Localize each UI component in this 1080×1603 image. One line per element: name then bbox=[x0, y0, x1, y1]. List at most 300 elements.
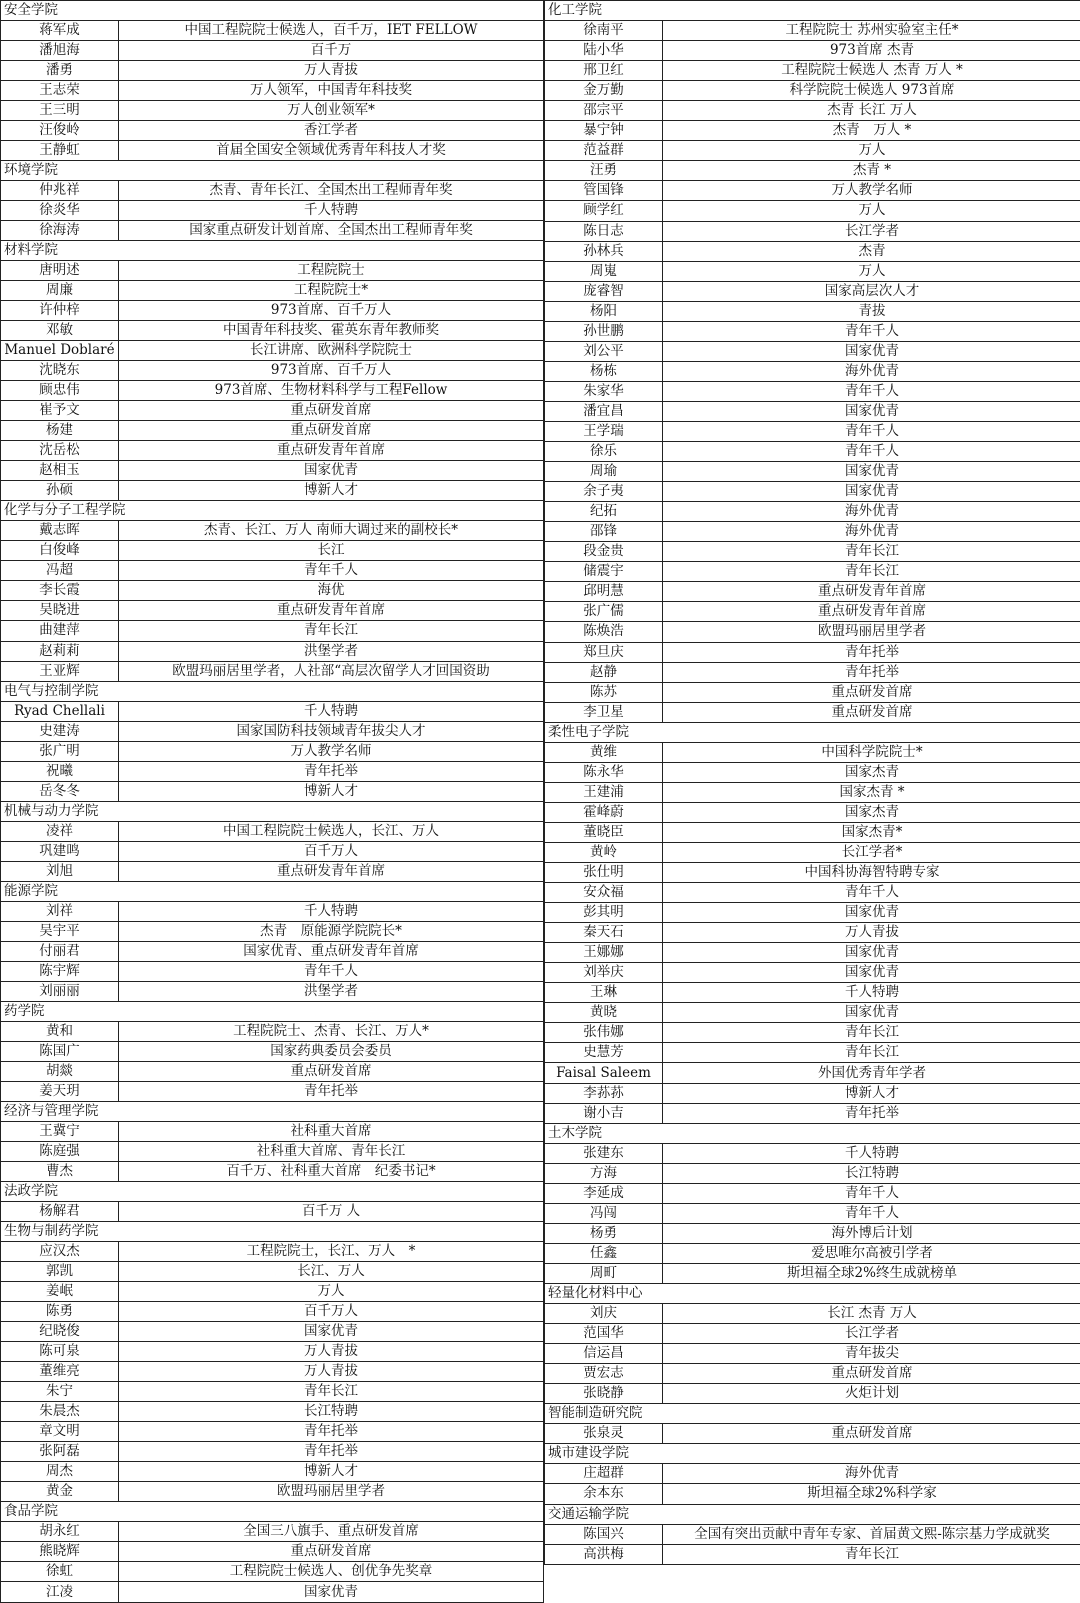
empty-row bbox=[545, 1584, 1080, 1603]
faculty-title: 千人特聘 bbox=[119, 201, 544, 221]
faculty-title: 青年长江 bbox=[119, 1382, 544, 1402]
faculty-title: 国家优青 bbox=[119, 1322, 544, 1342]
faculty-row bbox=[545, 1043, 1080, 1063]
college-name: 城市建设学院 bbox=[545, 1444, 1080, 1464]
faculty-row bbox=[1, 1021, 544, 1041]
faculty-row bbox=[1, 361, 544, 381]
faculty-name: 戴志晖 bbox=[1, 521, 119, 541]
faculty-row bbox=[1, 1241, 544, 1261]
faculty-row bbox=[545, 1344, 1080, 1364]
faculty-name: 杨阳 bbox=[545, 301, 663, 321]
faculty-name: 付丽君 bbox=[1, 941, 119, 961]
faculty-name: 李延成 bbox=[545, 1183, 663, 1203]
faculty-name: 陈勇 bbox=[1, 1302, 119, 1322]
college-name: 经济与管理学院 bbox=[1, 1101, 544, 1121]
faculty-row bbox=[545, 863, 1080, 883]
faculty-title: 杰青 * bbox=[663, 161, 1080, 181]
faculty-title: 青年长江 bbox=[663, 1023, 1080, 1043]
faculty-name: 徐海涛 bbox=[1, 221, 119, 241]
faculty-row bbox=[1, 321, 544, 341]
faculty-row bbox=[545, 522, 1080, 542]
faculty-row bbox=[1, 1342, 544, 1362]
faculty-name: 刘祥 bbox=[1, 901, 119, 921]
faculty-row bbox=[545, 1484, 1080, 1504]
college-name: 生物与制药学院 bbox=[1, 1221, 544, 1241]
faculty-row bbox=[1, 1161, 544, 1181]
faculty-name: 黄晓 bbox=[545, 1003, 663, 1023]
faculty-row bbox=[545, 842, 1080, 862]
college-name: 电气与控制学院 bbox=[1, 681, 544, 701]
college-header-row bbox=[1, 881, 544, 901]
faculty-name: 凌祥 bbox=[1, 821, 119, 841]
faculty-name: 王琳 bbox=[545, 983, 663, 1003]
faculty-name: Ryad Chellali bbox=[1, 701, 119, 721]
faculty-row bbox=[1, 1141, 544, 1161]
faculty-name: 刘公平 bbox=[545, 341, 663, 361]
college-header-row bbox=[1, 1181, 544, 1201]
faculty-row bbox=[545, 161, 1080, 181]
faculty-title: 杰青 原能源学院院长* bbox=[119, 921, 544, 941]
faculty-title: 斯坦福全球2%终生成就榜单 bbox=[663, 1263, 1080, 1283]
faculty-title: 国家优青 bbox=[663, 963, 1080, 983]
faculty-name: 顾学红 bbox=[545, 201, 663, 221]
faculty-row bbox=[1, 941, 544, 961]
college-name: 土木学院 bbox=[545, 1123, 1080, 1143]
faculty-name: 邵宗平 bbox=[545, 101, 663, 121]
faculty-title: 万人青拔 bbox=[119, 61, 544, 81]
faculty-name: Faisal Saleem bbox=[545, 1063, 663, 1083]
faculty-name: 姜天玥 bbox=[1, 1081, 119, 1101]
faculty-name: 巩建鸣 bbox=[1, 841, 119, 861]
faculty-title: 青年千人 bbox=[119, 961, 544, 981]
faculty-title: 海外优青 bbox=[663, 502, 1080, 522]
faculty-title: 万人青拔 bbox=[663, 923, 1080, 943]
faculty-title: 青年千人 bbox=[663, 442, 1080, 462]
faculty-name: 邵锋 bbox=[545, 522, 663, 542]
faculty-name: 张晓静 bbox=[545, 1384, 663, 1404]
right-column-table bbox=[544, 0, 1080, 1603]
faculty-row bbox=[1, 1482, 544, 1502]
faculty-row bbox=[1, 621, 544, 641]
faculty-title: 青年长江 bbox=[119, 621, 544, 641]
faculty-title: 百千万 bbox=[119, 41, 544, 61]
faculty-name: 白俊峰 bbox=[1, 541, 119, 561]
faculty-row bbox=[545, 642, 1080, 662]
faculty-row bbox=[545, 1364, 1080, 1384]
faculty-title: 万人 bbox=[119, 1282, 544, 1302]
faculty-row bbox=[1, 1362, 544, 1382]
faculty-row bbox=[1, 761, 544, 781]
faculty-title: 海外优青 bbox=[663, 361, 1080, 381]
faculty-title: 青年托举 bbox=[663, 662, 1080, 682]
faculty-row bbox=[545, 1143, 1080, 1163]
faculty-name: 信运昌 bbox=[545, 1344, 663, 1364]
faculty-name: 董维亮 bbox=[1, 1362, 119, 1382]
faculty-name: 方海 bbox=[545, 1163, 663, 1183]
faculty-title: 重点研发青年首席 bbox=[663, 582, 1080, 602]
faculty-title: 973首席、百千万人 bbox=[119, 301, 544, 321]
faculty-name: 陆小华 bbox=[545, 41, 663, 61]
faculty-name: 赵相玉 bbox=[1, 461, 119, 481]
faculty-row bbox=[1, 1261, 544, 1281]
faculty-title: 工程院院士 bbox=[119, 261, 544, 281]
faculty-name: 谢小吉 bbox=[545, 1103, 663, 1123]
faculty-title: 博新人才 bbox=[119, 781, 544, 801]
faculty-title: 重点研发首席 bbox=[119, 401, 544, 421]
faculty-row bbox=[545, 1023, 1080, 1043]
faculty-name: 周瑜 bbox=[545, 462, 663, 482]
faculty-row bbox=[1, 1462, 544, 1482]
faculty-title: 欧盟玛丽居里学者，人社部“高层次留学人才回国资助 bbox=[119, 661, 544, 681]
faculty-title: 青年千人 bbox=[663, 321, 1080, 341]
faculty-name: 张阿磊 bbox=[1, 1442, 119, 1462]
faculty-name: 周廉 bbox=[1, 281, 119, 301]
faculty-name: 冯超 bbox=[1, 561, 119, 581]
faculty-name: 徐虹 bbox=[1, 1562, 119, 1582]
faculty-row bbox=[545, 562, 1080, 582]
faculty-row bbox=[1, 521, 544, 541]
faculty-title: 重点研发首席 bbox=[663, 702, 1080, 722]
faculty-title: 青年长江 bbox=[663, 562, 1080, 582]
faculty-name: 周杰 bbox=[1, 1462, 119, 1482]
faculty-row bbox=[545, 1163, 1080, 1183]
faculty-row bbox=[545, 21, 1080, 41]
faculty-name: 周嵬 bbox=[545, 261, 663, 281]
faculty-title: 千人特聘 bbox=[119, 901, 544, 921]
faculty-row bbox=[545, 883, 1080, 903]
faculty-name: 黄岭 bbox=[545, 842, 663, 862]
faculty-title: 青年千人 bbox=[663, 1183, 1080, 1203]
faculty-name: 黄和 bbox=[1, 1021, 119, 1041]
faculty-name: 陈苏 bbox=[545, 682, 663, 702]
faculty-title: 工程院院士、杰青、长江、万人* bbox=[119, 1021, 544, 1041]
faculty-title: 国家国防科技领域青年拔尖人才 bbox=[119, 721, 544, 741]
college-header-row bbox=[1, 241, 544, 261]
faculty-title: 首届全国安全领域优秀青年科技人才奖 bbox=[119, 141, 544, 161]
faculty-row bbox=[545, 1263, 1080, 1283]
faculty-name: 安众福 bbox=[545, 883, 663, 903]
faculty-title: 长江 杰青 万人 bbox=[663, 1304, 1080, 1324]
faculty-title: 长江特聘 bbox=[663, 1163, 1080, 1183]
college-name: 能源学院 bbox=[1, 881, 544, 901]
faculty-row bbox=[1, 221, 544, 241]
faculty-title: 国家优青 bbox=[663, 341, 1080, 361]
faculty-row bbox=[545, 1524, 1080, 1544]
faculty-title: 洪堡学者 bbox=[119, 981, 544, 1001]
faculty-row bbox=[1, 1322, 544, 1342]
faculty-name: 庄超群 bbox=[545, 1464, 663, 1484]
faculty-title: 工程院院士 苏州实验室主任* bbox=[663, 21, 1080, 41]
faculty-name: 余本东 bbox=[545, 1484, 663, 1504]
faculty-row bbox=[1, 1282, 544, 1302]
faculty-title: 海优 bbox=[119, 581, 544, 601]
faculty-name: 霍峰蔚 bbox=[545, 802, 663, 822]
college-name: 智能制造研究院 bbox=[545, 1404, 1080, 1424]
faculty-name: 邢卫红 bbox=[545, 61, 663, 81]
faculty-row bbox=[545, 582, 1080, 602]
faculty-name: 贾宏志 bbox=[545, 1364, 663, 1384]
faculty-title: 万人 bbox=[663, 141, 1080, 161]
faculty-row bbox=[1, 121, 544, 141]
faculty-title: 长江学者* bbox=[663, 842, 1080, 862]
faculty-row bbox=[545, 602, 1080, 622]
faculty-name: 庞睿智 bbox=[545, 281, 663, 301]
college-name: 环境学院 bbox=[1, 161, 544, 181]
faculty-title: 青年千人 bbox=[663, 1203, 1080, 1223]
college-header-row bbox=[1, 501, 544, 521]
faculty-title: 外国优秀青年学者 bbox=[663, 1063, 1080, 1083]
faculty-name: 章文明 bbox=[1, 1422, 119, 1442]
faculty-row bbox=[545, 1424, 1080, 1444]
faculty-name: 邱明慧 bbox=[545, 582, 663, 602]
faculty-name: 王冀宁 bbox=[1, 1121, 119, 1141]
faculty-row bbox=[1, 1402, 544, 1422]
faculty-title: 海外优青 bbox=[663, 522, 1080, 542]
college-name: 柔性电子学院 bbox=[545, 722, 1080, 742]
college-name: 食品学院 bbox=[1, 1502, 544, 1522]
faculty-row bbox=[1, 1121, 544, 1141]
faculty-name: 郑旦庆 bbox=[545, 642, 663, 662]
faculty-title: 中国工程院院士候选人，百千万，IET FELLOW bbox=[119, 21, 544, 41]
college-header-row bbox=[545, 1123, 1080, 1143]
faculty-name: 郭凯 bbox=[1, 1261, 119, 1281]
faculty-title: 国家优青 bbox=[663, 482, 1080, 502]
faculty-title: 长江 bbox=[119, 541, 544, 561]
faculty-row bbox=[1, 641, 544, 661]
faculty-row bbox=[1, 41, 544, 61]
faculty-name: 应汉杰 bbox=[1, 1241, 119, 1261]
faculty-name: 黄维 bbox=[545, 742, 663, 762]
faculty-row bbox=[545, 321, 1080, 341]
faculty-title: 国家优青、重点研发青年首席 bbox=[119, 941, 544, 961]
faculty-row bbox=[545, 1203, 1080, 1223]
faculty-name: 张泉灵 bbox=[545, 1424, 663, 1444]
faculty-title: 青年千人 bbox=[663, 883, 1080, 903]
faculty-title: 重点研发首席 bbox=[119, 1542, 544, 1562]
faculty-title: 欧盟玛丽居里学者 bbox=[663, 622, 1080, 642]
faculty-title: 国家优青 bbox=[663, 943, 1080, 963]
faculty-name: 史慧芳 bbox=[545, 1043, 663, 1063]
faculty-name: 吴晓进 bbox=[1, 601, 119, 621]
faculty-title: 火炬计划 bbox=[663, 1384, 1080, 1404]
faculty-row bbox=[1, 981, 544, 1001]
faculty-title: 博新人才 bbox=[119, 1462, 544, 1482]
empty-cell bbox=[545, 1564, 1080, 1584]
faculty-name: 储震宇 bbox=[545, 562, 663, 582]
faculty-row bbox=[545, 983, 1080, 1003]
faculty-row bbox=[545, 682, 1080, 702]
faculty-row bbox=[545, 482, 1080, 502]
faculty-title: 万人创业领军* bbox=[119, 101, 544, 121]
faculty-title: 重点研发首席 bbox=[663, 1364, 1080, 1384]
faculty-name: 段金贵 bbox=[545, 542, 663, 562]
faculty-title: 青年长江 bbox=[663, 1043, 1080, 1063]
faculty-name: 祝曦 bbox=[1, 761, 119, 781]
faculty-title: 973首席 杰青 bbox=[663, 41, 1080, 61]
college-header-row bbox=[545, 722, 1080, 742]
faculty-name: 陈国兴 bbox=[545, 1524, 663, 1544]
faculty-title: 工程院院士，长江、万人 * bbox=[119, 1241, 544, 1261]
faculty-title: 杰青、长江、万人 南师大调过来的副校长* bbox=[119, 521, 544, 541]
empty-cell bbox=[545, 1584, 1080, 1603]
faculty-title: 千人特聘 bbox=[663, 1143, 1080, 1163]
faculty-row bbox=[545, 421, 1080, 441]
faculty-row bbox=[545, 1003, 1080, 1023]
faculty-name: 刘举庆 bbox=[545, 963, 663, 983]
faculty-name: 冯闯 bbox=[545, 1203, 663, 1223]
faculty-name: 孙世鹏 bbox=[545, 321, 663, 341]
college-name: 化工学院 bbox=[545, 1, 1080, 21]
faculty-row bbox=[1, 1201, 544, 1221]
college-header-row bbox=[1, 1001, 544, 1021]
faculty-title: 青年托举 bbox=[663, 642, 1080, 662]
faculty-name: 李长霞 bbox=[1, 581, 119, 601]
faculty-row bbox=[1, 721, 544, 741]
faculty-title: 国家杰青* bbox=[663, 822, 1080, 842]
faculty-title: 杰青 bbox=[663, 241, 1080, 261]
faculty-name: 杨勇 bbox=[545, 1223, 663, 1243]
faculty-title: 杰青、青年长江、全国杰出工程师青年奖 bbox=[119, 181, 544, 201]
faculty-name: 纪拓 bbox=[545, 502, 663, 522]
faculty-row bbox=[1, 141, 544, 161]
college-header-row bbox=[1, 801, 544, 821]
faculty-title: 长江学者 bbox=[663, 221, 1080, 241]
faculty-title: 爱思唯尔高被引学者 bbox=[663, 1243, 1080, 1263]
faculty-name: 王建浦 bbox=[545, 782, 663, 802]
faculty-name: 陈可泉 bbox=[1, 1342, 119, 1362]
faculty-title: 中国工程院院士候选人，长江、万人 bbox=[119, 821, 544, 841]
faculty-name: 王亚辉 bbox=[1, 661, 119, 681]
faculty-name: 王娜娜 bbox=[545, 943, 663, 963]
faculty-row bbox=[1, 821, 544, 841]
college-name: 安全学院 bbox=[1, 1, 544, 21]
faculty-name: 余子夷 bbox=[545, 482, 663, 502]
faculty-row bbox=[545, 341, 1080, 361]
faculty-title: 青拔 bbox=[663, 301, 1080, 321]
faculty-row bbox=[1, 581, 544, 601]
faculty-title: 国家高层次人才 bbox=[663, 281, 1080, 301]
faculty-row bbox=[545, 1324, 1080, 1344]
faculty-name: 张建东 bbox=[545, 1143, 663, 1163]
faculty-name: 姜岷 bbox=[1, 1282, 119, 1302]
faculty-name: 周町 bbox=[545, 1263, 663, 1283]
college-name: 机械与动力学院 bbox=[1, 801, 544, 821]
faculty-title: 国家杰青 bbox=[663, 802, 1080, 822]
college-name: 法政学院 bbox=[1, 1181, 544, 1201]
faculty-row bbox=[545, 1544, 1080, 1564]
faculty-name: 朱家华 bbox=[545, 381, 663, 401]
faculty-title: 百千万人 bbox=[119, 841, 544, 861]
faculty-title: 长江、万人 bbox=[119, 1261, 544, 1281]
faculty-name: 杨建 bbox=[1, 421, 119, 441]
faculty-name: 曹杰 bbox=[1, 1161, 119, 1181]
faculty-row bbox=[1, 461, 544, 481]
faculty-title: 工程院院士候选人、创优争先奖章 bbox=[119, 1562, 544, 1582]
faculty-row bbox=[545, 81, 1080, 101]
faculty-title: 国家杰青 * bbox=[663, 782, 1080, 802]
faculty-row bbox=[1, 101, 544, 121]
faculty-title: 重点研发青年首席 bbox=[119, 441, 544, 461]
faculty-row bbox=[1, 81, 544, 101]
faculty-row bbox=[1, 341, 544, 361]
faculty-row bbox=[1, 661, 544, 681]
faculty-name: 赵静 bbox=[545, 662, 663, 682]
faculty-row bbox=[545, 903, 1080, 923]
faculty-name: 朱晨杰 bbox=[1, 1402, 119, 1422]
faculty-title: 青年千人 bbox=[663, 421, 1080, 441]
college-header-row bbox=[545, 1504, 1080, 1524]
faculty-row bbox=[545, 622, 1080, 642]
faculty-row bbox=[545, 181, 1080, 201]
faculty-row bbox=[1, 61, 544, 81]
faculty-row bbox=[1, 1542, 544, 1562]
faculty-title: 重点研发首席 bbox=[119, 1061, 544, 1081]
college-name: 化学与分子工程学院 bbox=[1, 501, 544, 521]
faculty-row bbox=[545, 221, 1080, 241]
faculty-row bbox=[545, 1243, 1080, 1263]
faculty-name: 刘丽丽 bbox=[1, 981, 119, 1001]
faculty-name: Manuel Doblaré bbox=[1, 341, 119, 361]
faculty-row bbox=[545, 381, 1080, 401]
faculty-row bbox=[1, 741, 544, 761]
faculty-row bbox=[545, 1223, 1080, 1243]
faculty-title: 国家优青 bbox=[119, 461, 544, 481]
faculty-name: 李卫星 bbox=[545, 702, 663, 722]
faculty-name: 汪俊岭 bbox=[1, 121, 119, 141]
faculty-title: 青年托举 bbox=[119, 1442, 544, 1462]
college-header-row bbox=[1, 161, 544, 181]
faculty-name: 曲建萍 bbox=[1, 621, 119, 641]
faculty-title: 万人 bbox=[663, 261, 1080, 281]
faculty-row bbox=[1, 421, 544, 441]
faculty-name: 孙林兵 bbox=[545, 241, 663, 261]
college-name: 药学院 bbox=[1, 1001, 544, 1021]
faculty-name: 范国华 bbox=[545, 1324, 663, 1344]
faculty-title: 斯坦福全球2%科学家 bbox=[663, 1484, 1080, 1504]
college-name: 轻量化材料中心 bbox=[545, 1284, 1080, 1304]
faculty-name: 任鑫 bbox=[545, 1243, 663, 1263]
faculty-title: 万人青拔 bbox=[119, 1362, 544, 1382]
faculty-title: 科学院院士候选人 973首席 bbox=[663, 81, 1080, 101]
faculty-name: 王静虹 bbox=[1, 141, 119, 161]
faculty-title: 香江学者 bbox=[119, 121, 544, 141]
faculty-row bbox=[1, 901, 544, 921]
faculty-title: 青年拔尖 bbox=[663, 1344, 1080, 1364]
faculty-name: 熊晓辉 bbox=[1, 1542, 119, 1562]
college-name: 材料学院 bbox=[1, 241, 544, 261]
faculty-title: 国家重点研发计划首席、全国杰出工程师青年奖 bbox=[119, 221, 544, 241]
faculty-title: 社科重大首席 bbox=[119, 1121, 544, 1141]
faculty-row bbox=[1, 1522, 544, 1542]
faculty-row bbox=[545, 462, 1080, 482]
faculty-row bbox=[545, 542, 1080, 562]
faculty-name: 高洪梅 bbox=[545, 1544, 663, 1564]
college-header-row bbox=[1, 1221, 544, 1241]
faculty-name: 王学瑞 bbox=[545, 421, 663, 441]
faculty-title: 中国科学院院士* bbox=[663, 742, 1080, 762]
faculty-name: 唐明述 bbox=[1, 261, 119, 281]
faculty-row bbox=[1, 181, 544, 201]
faculty-title: 国家优青 bbox=[663, 462, 1080, 482]
faculty-row bbox=[545, 782, 1080, 802]
faculty-row bbox=[545, 1103, 1080, 1123]
faculty-title: 洪堡学者 bbox=[119, 641, 544, 661]
faculty-row bbox=[545, 802, 1080, 822]
faculty-row bbox=[545, 361, 1080, 381]
faculty-name: 朱宁 bbox=[1, 1382, 119, 1402]
faculty-title: 海外优青 bbox=[663, 1464, 1080, 1484]
college-name: 交通运输学院 bbox=[545, 1504, 1080, 1524]
